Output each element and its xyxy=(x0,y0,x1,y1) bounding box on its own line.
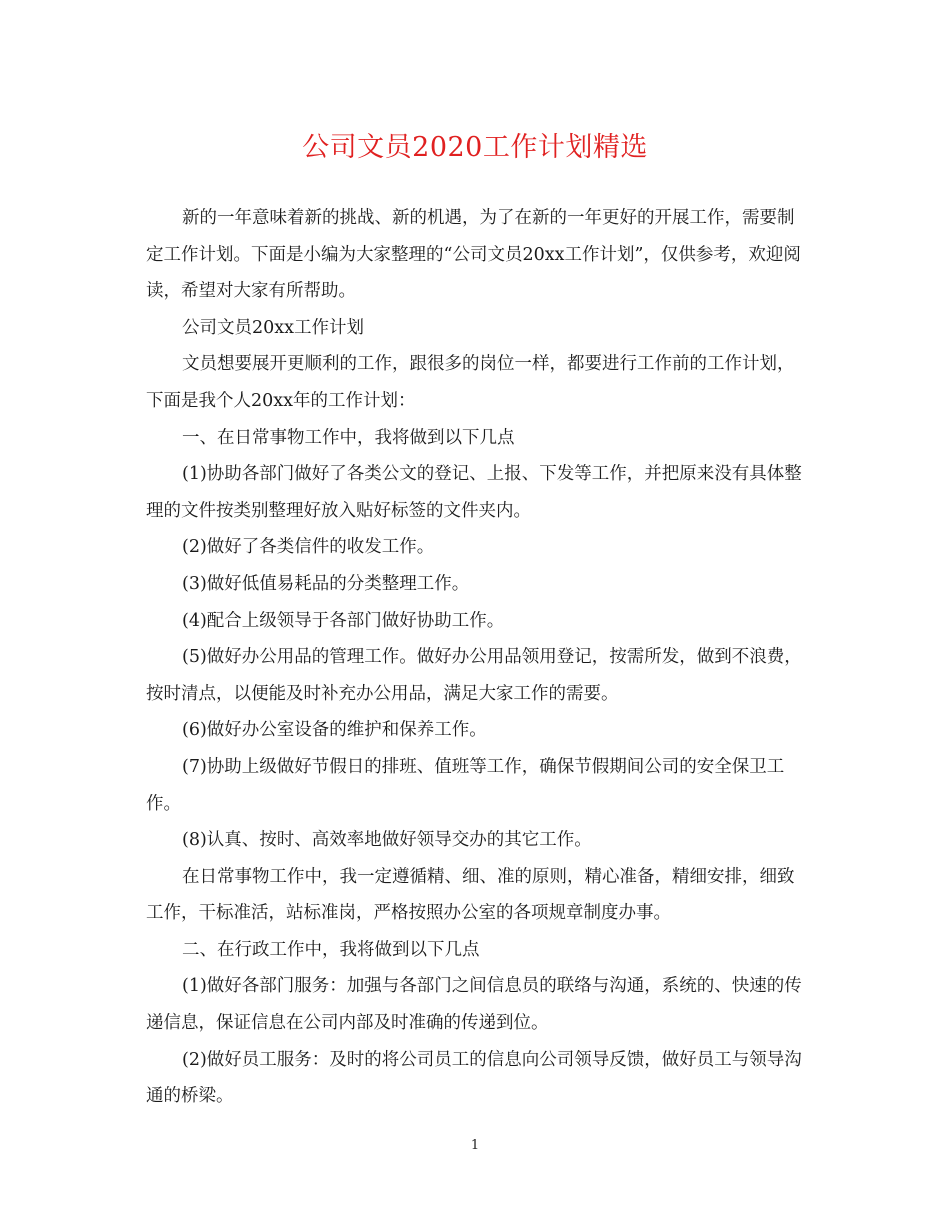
list-item-daily-6: (6)做好办公室设备的维护和保养工作。 xyxy=(182,720,487,741)
list-item-admin-2: (2)做好员工服务：及时的将公司员工的信息向公司领导反馈，做好员工与领导沟通的桥梁。 xyxy=(146,1049,802,1107)
paragraph-subtitle: 公司文员20xx工作计划 xyxy=(182,317,365,338)
section-heading-admin: 二、在行政工作中，我将做到以下几点 xyxy=(182,939,480,960)
document-body xyxy=(146,200,808,1115)
list-item-daily-1: (1)协助各部门做好了各类公文的登记、上报、下发等工作，并把原来没有具体整理的文件按类别整理好放入贴好标签的文件夹内。 xyxy=(146,464,802,521)
list-item-admin-1: (1)做好各部门服务：加强与各部门之间信息员的联络与沟通，系统的、快速的传递信息，保证信息在公司内部及时准确的传递到位。 xyxy=(146,976,802,1034)
list-item-daily-4: (4)配合上级领导于各部门做好协助工作。 xyxy=(182,610,505,631)
document-title: 公司文员2020工作计划精选 xyxy=(302,132,648,163)
list-item-daily-3: (3)做好低值易耗品的分类整理工作。 xyxy=(182,573,470,594)
paragraph-intro: 新的一年意味着新的挑战、新的机遇，为了在新的一年更好的开展工作，需要制定工作计划。下面是小编为大家整理的“公司文员20xx工作计划”，仅供参考，欢迎阅读，希望对大家有所帮助。 xyxy=(146,208,801,302)
list-item-daily-7: (7)协助上级做好节假日的排班、值班等工作，确保节假期间公司的安全保卫工作。 xyxy=(146,756,785,814)
section-heading-daily: 一、在日常事物工作中，我将做到以下几点 xyxy=(182,427,515,448)
paragraph-daily-summary: 在日常事物工作中，我一定遵循精、细、准的原则，精心准备，精细安排，细致工作，干标准活，站标准岗，严格按照办公室的各项规章制度办事。 xyxy=(146,866,795,924)
list-item-daily-8: (8)认真、按时、高效率地做好领导交办的其它工作。 xyxy=(182,830,592,851)
list-item-daily-5: (5)做好办公用品的管理工作。做好办公用品领用登记，按需所发，做到不浪费，按时清点，以便能及时补充办公用品，满足大家工作的需要。 xyxy=(146,647,802,704)
page-number: 1 xyxy=(470,1138,480,1153)
paragraph-preface: 文员想要展开更顺利的工作，跟很多的岗位一样，都要进行工作前的工作计划，下面是我个人20xx年的工作计划： xyxy=(146,354,795,411)
list-item-daily-2: (2)做好了各类信件的收发工作。 xyxy=(182,537,435,558)
